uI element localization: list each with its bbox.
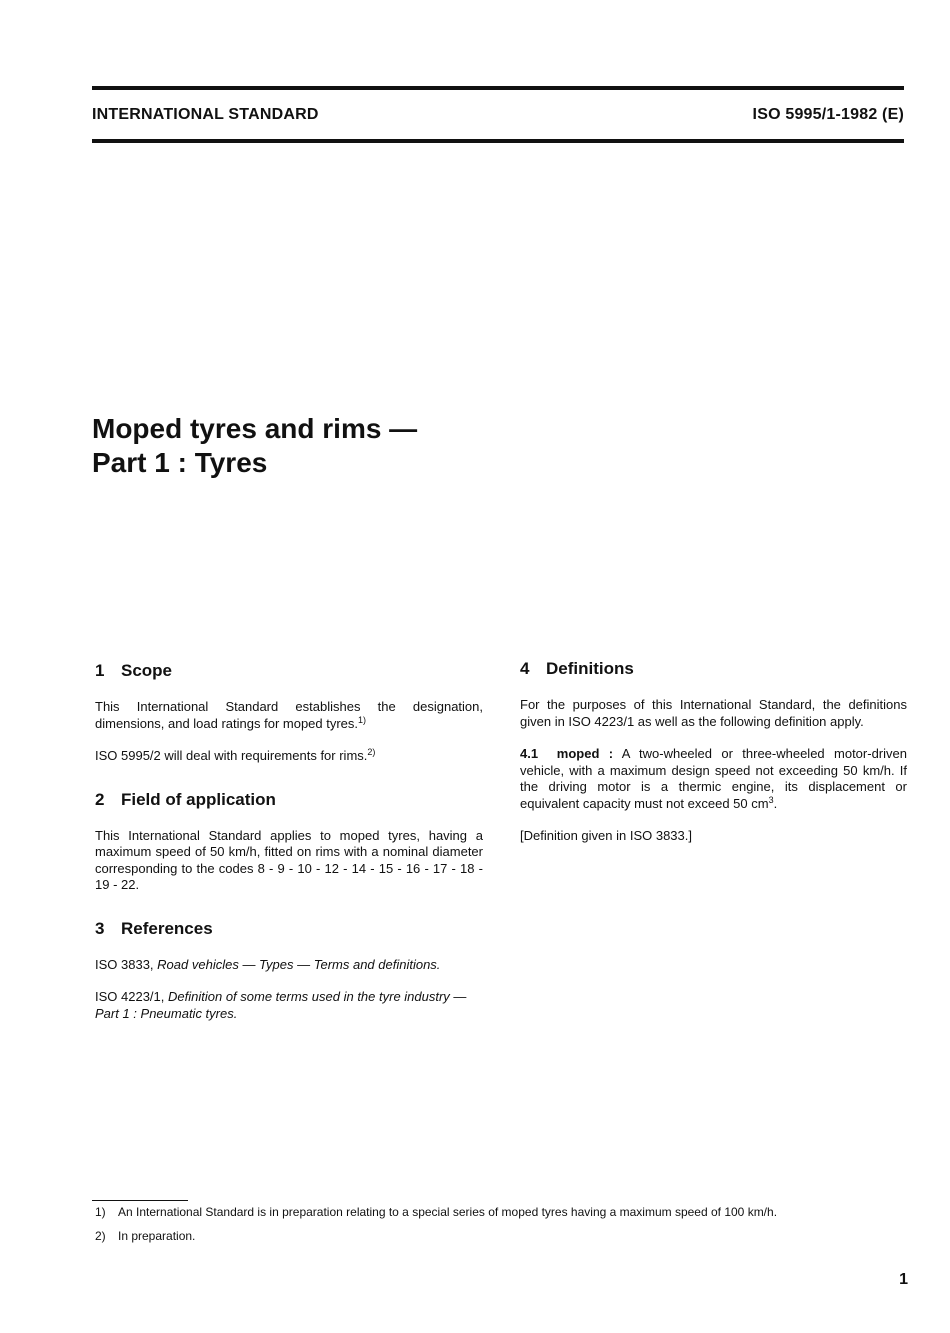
footnotes <box>95 1204 777 1252</box>
document-title <box>92 412 417 480</box>
definition-number: 4.1 <box>520 746 539 761</box>
paragraph-text: ISO 5995/2 will deal with requirements for rims. <box>95 748 368 763</box>
section-title: Definitions <box>546 659 634 678</box>
section-title: Scope <box>121 661 173 680</box>
paragraph <box>95 748 483 765</box>
section-title: Field of application <box>121 789 276 809</box>
header-document-number: ISO 5995/1-1982 (E) <box>752 106 904 123</box>
footnote-mark: 2) <box>95 1229 106 1243</box>
section-number: 3 <box>95 918 105 938</box>
section-definitions <box>520 658 907 845</box>
title-line-1: Moped tyres and rims — <box>92 413 418 444</box>
section-title: References <box>121 918 213 938</box>
definition-source: [Definition given in ISO 3833.] <box>520 828 692 843</box>
footnote-rule <box>92 1200 188 1201</box>
header-document-type: INTERNATIONAL STANDARD <box>92 106 319 123</box>
paragraph <box>95 699 483 732</box>
section-scope <box>95 660 483 765</box>
section-field-of-application <box>95 789 483 894</box>
left-column <box>95 660 483 1022</box>
superscript: 3 <box>768 794 774 805</box>
section-heading <box>95 918 483 940</box>
section-heading <box>95 660 483 682</box>
reference-code: ISO 4223/1, <box>95 989 165 1004</box>
footnote-mark: 1) <box>95 1205 106 1219</box>
right-column <box>520 658 907 845</box>
paragraph: For the purposes of this International Standard, the definitions given in ISO 4223/1 as well as the following definition apply. <box>520 697 907 729</box>
definition-term: moped : <box>556 746 614 761</box>
footnote <box>95 1204 777 1220</box>
reference-title: Road vehicles — Types — Terms and definitions. <box>157 956 441 972</box>
section-number: 4 <box>520 659 530 678</box>
reference-code: ISO 3833, <box>95 956 154 972</box>
section-heading <box>520 658 907 680</box>
header-top-rule <box>92 86 904 90</box>
section-heading <box>95 789 483 811</box>
definition-text: A two-wheeled or three-wheeled motor-driven vehicle, with a maximum design speed not exceeding 50 km/h. If the driving motor is a thermic engine, its displacement or equivalent capacity must not exceed 50 cm <box>520 746 907 811</box>
paragraph: This International Standard applies to moped tyres, having a maximum speed of 50 km/h, fitted on rims with a nominal diameter corresponding to the codes 8 - 9 - 10 - 12 - 14 - 15 - 16 - 17 - 18 - 19 - 22. <box>95 827 483 892</box>
header-bottom-rule <box>92 139 904 143</box>
footnote-reference: 2) <box>367 747 376 757</box>
section-number: 2 <box>95 789 105 809</box>
footnote-text: An International Standard is in preparation relating to a special series of moped tyres having a maximum speed of 100 km/h. <box>118 1205 778 1219</box>
footnote-text: In preparation. <box>118 1229 196 1243</box>
reference-item <box>95 989 483 1022</box>
definition-end: . <box>773 795 778 811</box>
title-line-2: Part 1 : Tyres <box>92 447 268 478</box>
footnote-reference: 1) <box>358 714 367 725</box>
paragraph-text: This International Standard establishes the designation, dimensions, and load ratings for moped tyres. <box>95 699 483 731</box>
section-references <box>95 918 483 1023</box>
section-number: 1 <box>95 661 105 680</box>
definition-item <box>520 746 907 812</box>
page-number: 1 <box>899 1271 908 1288</box>
reference-item <box>95 957 483 974</box>
footnote <box>95 1228 777 1244</box>
reference-title: Definition of some terms used in the tyre industry — Part 1 : Pneumatic tyres. <box>95 989 467 1021</box>
